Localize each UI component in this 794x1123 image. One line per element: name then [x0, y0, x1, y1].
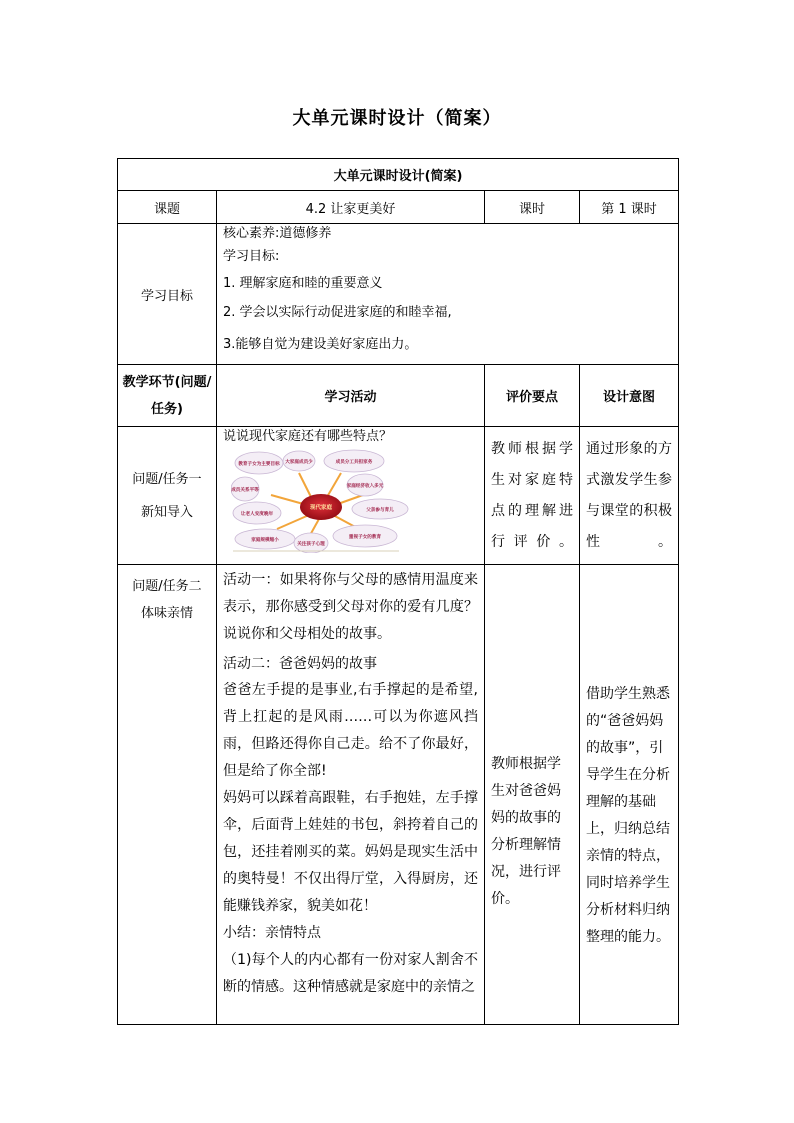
lesson-plan-table — [117, 158, 679, 1025]
task2-label-b: 体味亲情 — [140, 606, 193, 621]
diagram-node-label: 教育子女为主要目标 — [238, 462, 280, 467]
goal-line: 3.能够自觉为建设美好家庭出力。 — [223, 337, 418, 352]
task1-activity — [217, 427, 485, 565]
period-label: 课时 — [485, 191, 580, 224]
task1-question: 说说现代家庭还有哪些特点？ — [223, 429, 393, 444]
task1-label-b: 新知导入 — [140, 504, 193, 520]
arrow — [327, 473, 341, 497]
task1-label — [118, 427, 217, 565]
goal-label: 学习目标 — [118, 224, 217, 365]
goal-line: 1. 理解家庭和睦的重要意义 — [223, 276, 383, 291]
goal-line: 2. 学会以实际行动促进家庭的和睦幸福, — [223, 305, 452, 320]
goal-content — [217, 224, 679, 365]
task2-design: 借助学生熟悉的“爸爸妈妈的故事”，引导学生在分析理解的基础上，归纳总结亲情的特点，同时培养学生分析材料归纳整理的能力。 — [580, 565, 679, 1025]
diagram-node-label: 家庭规模缩小 — [251, 538, 279, 543]
col-activity-header: 学习活动 — [217, 365, 485, 427]
task2-activity — [217, 565, 485, 1025]
task2-paragraph: （1)每个人的内心都有一份对家人割舍不断的情感。这种情感就是家庭中的亲情之 — [223, 952, 478, 995]
task2-label-a: 问题/任务二 — [132, 579, 202, 594]
diagram-node-label: 让老人安度晚年 — [240, 512, 274, 517]
goal-line: 学习目标: — [223, 249, 280, 264]
task1-design: 通过形象的方式激发学生参与课堂的积极性。 — [580, 427, 679, 565]
diagram-node-label: 关注孩子心理 — [297, 542, 325, 547]
diagram-node-label: 大家庭成员少 — [285, 460, 313, 465]
arrow — [277, 515, 309, 529]
task2-label — [118, 565, 217, 1025]
diagram-node-label: 重视子女的教育 — [348, 535, 382, 540]
col-stage-header: 教学环节(问题/任务) — [118, 365, 217, 427]
task1-label-a: 问题/任务一 — [132, 471, 202, 487]
table-header: 大单元课时设计(简案) — [118, 159, 679, 191]
goal-line: 核心素养:道德修养 — [223, 226, 332, 241]
col-eval-header: 评价要点 — [485, 365, 580, 427]
topic-value: 4.2 让家更美好 — [217, 191, 485, 224]
col-design-header: 设计意图 — [580, 365, 679, 427]
task2-paragraph: 活动一：如果将你与父母的感情用温度来表示，那你感受到父母对你的爱有几度？说说你和父母相处的故事。 — [223, 572, 478, 642]
task2-paragraph: 小结：亲情特点 — [223, 925, 321, 941]
diagram-node-label: 成员关系平等 — [231, 488, 259, 493]
task2-paragraph: 妈妈可以踩着高跟鞋，右手抱娃，左手撑伞，后面背上娃娃的书包，斜挎着自己的包，还挂着刚买的菜。妈妈是现实生活中的奥特曼！不仅出得厅堂，入得厨房，还能赚钱养家，貌美如花！ — [223, 790, 478, 914]
task1-eval: 教师根据学生对家庭特点的理解进行评价。 — [485, 427, 580, 565]
arrow — [299, 473, 311, 497]
diagram-node-label: 家庭经济收入多元 — [346, 484, 384, 489]
topic-label: 课题 — [118, 191, 217, 224]
diagram-node-label: 父亲参与育儿 — [366, 508, 394, 513]
task2-paragraph: 活动二：爸爸妈妈的故事 — [223, 656, 377, 672]
period-value: 第 1 课时 — [580, 191, 679, 224]
page-title: 大单元课时设计（简案） — [292, 108, 502, 129]
family-features-diagram — [231, 449, 411, 553]
diagram-center-label: 现代家庭 — [309, 505, 333, 511]
diagram-node-label: 成员分工共担家务 — [335, 460, 373, 465]
task2-eval: 教师根据学生对爸爸妈妈的故事的分析理解情况，进行评价。 — [485, 565, 580, 1025]
task2-paragraph: 爸爸左手提的是事业,右手撑起的是希望,背上扛起的是风雨……可以为你遮风挡雨，但路还得你自己走。给不了你最好，但是给了你全部! — [223, 682, 478, 779]
